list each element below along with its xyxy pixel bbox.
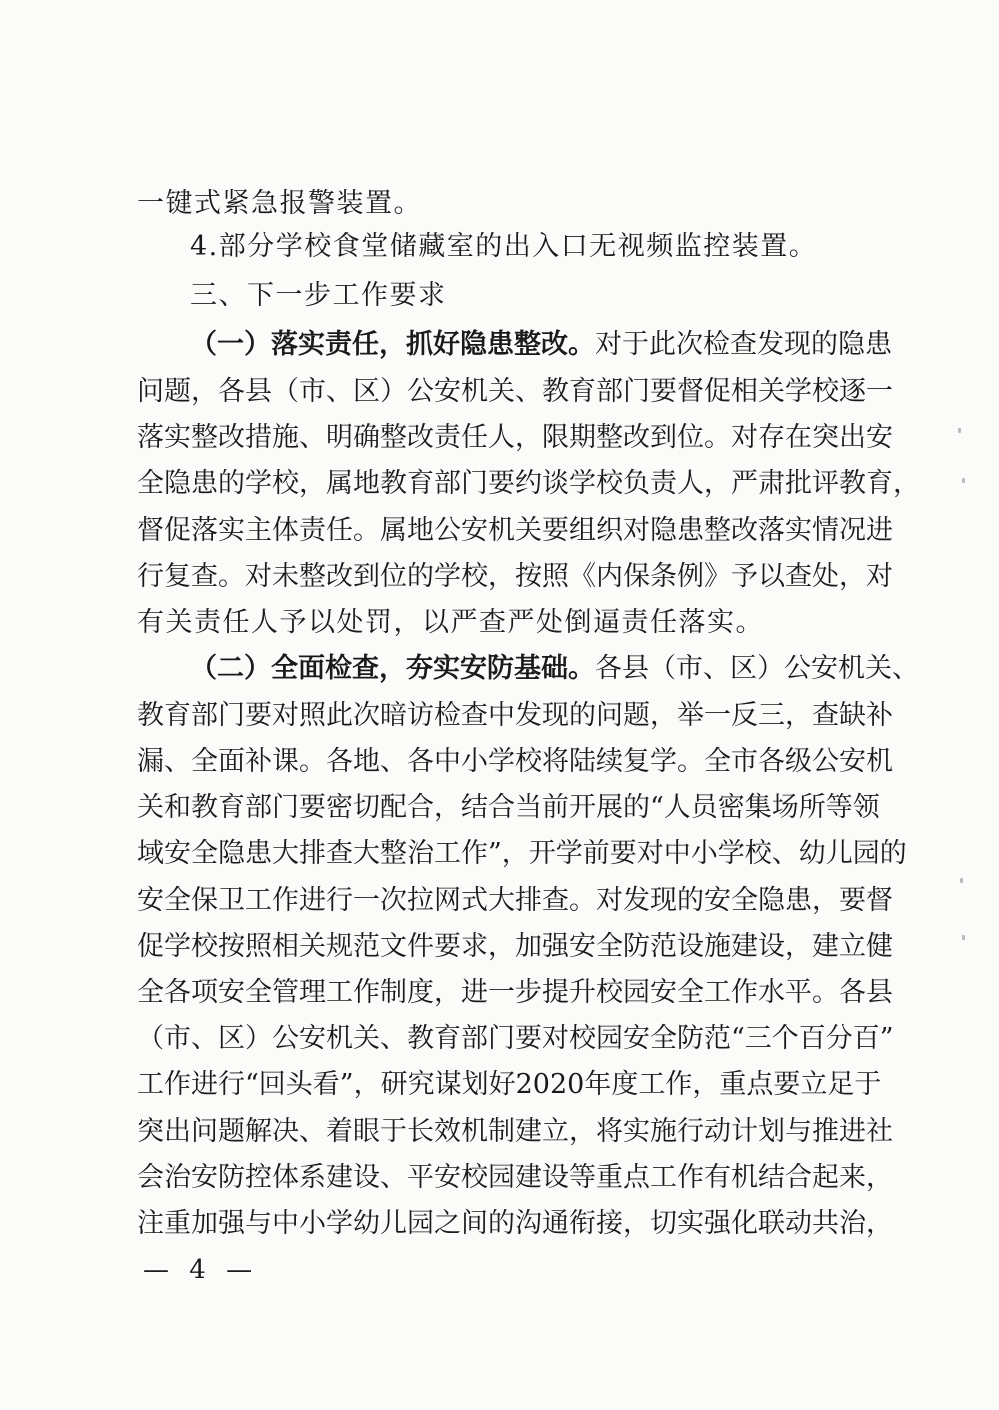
text-line: （市、区）公安机关、教育部门要对校园安全防范“三个百分百” xyxy=(137,1023,894,1054)
text-line: 域安全隐患大排查大整治工作”，开学前要对中小学校、幼儿园的 xyxy=(137,838,907,869)
text-line: 漏、全面补课。各地、各中小学校将陆续复学。全市各级公安机 xyxy=(137,746,893,777)
subheading-rest: 各县（市、区）公安机关、 xyxy=(595,653,919,684)
page-number: — 4 — xyxy=(143,1255,259,1285)
text-line: 教育部门要对照此次暗访检查中发现的问题，举一反三，查缺补 xyxy=(137,700,893,731)
subheading-line xyxy=(190,645,919,692)
section-heading: 三、下一步工作要求 xyxy=(190,280,447,311)
text-line: 全隐患的学校，属地教育部门要约谈学校负责人，严肃批评教育， xyxy=(137,468,920,499)
subheading-line xyxy=(190,321,892,368)
subheading-bold: （一）落实责任，抓好隐患整改。 xyxy=(190,329,595,360)
text-line: 突出问题解决、着眼于长效机制建立，将实施行动计划与推进社 xyxy=(137,1116,893,1147)
text-line: 工作进行“回头看”，研究谋划好2020年度工作，重点要立足于 xyxy=(137,1069,882,1100)
text-line: 关和教育部门要密切配合，结合当前开展的“人员密集场所等领 xyxy=(137,792,880,823)
text-line: 督促落实主体责任。属地公安机关要组织对隐患整改落实情况进 xyxy=(137,515,893,546)
scan-speck xyxy=(962,935,965,940)
text-line: 注重加强与中小学幼儿园之间的沟通衔接，切实强化联动共治， xyxy=(137,1208,893,1239)
text-line: 全各项安全管理工作制度，进一步提升校园安全工作水平。各县 xyxy=(137,977,893,1008)
text-line: 促学校按照相关规范文件要求，加强安全防范设施建设，建立健 xyxy=(137,931,893,962)
text-line: 落实整改措施、明确整改责任人，限期整改到位。对存在突出安 xyxy=(137,422,893,453)
text-line: 行复查。对未整改到位的学校，按照《内保条例》予以查处，对 xyxy=(137,561,893,592)
scan-speck xyxy=(958,428,961,433)
scan-speck xyxy=(960,878,963,883)
text-line: 4.部分学校食堂储藏室的出入口无视频监控装置。 xyxy=(190,231,818,262)
scan-speck xyxy=(962,478,965,483)
subheading-bold: （二）全面检查，夯实安防基础。 xyxy=(190,653,595,684)
text-line: 一键式紧急报警装置。 xyxy=(137,188,422,219)
text-line: 问题，各县（市、区）公安机关、教育部门要督促相关学校逐一 xyxy=(137,376,893,407)
text-line: 有关责任人予以处罚，以严查严处倒逼责任落实。 xyxy=(137,607,764,638)
text-line: 会治安防控体系建设、平安校园建设等重点工作有机结合起来， xyxy=(137,1162,893,1193)
text-line: 安全保卫工作进行一次拉网式大排查。对发现的安全隐患，要督 xyxy=(137,885,893,916)
subheading-rest: 对于此次检查发现的隐患 xyxy=(595,329,892,360)
